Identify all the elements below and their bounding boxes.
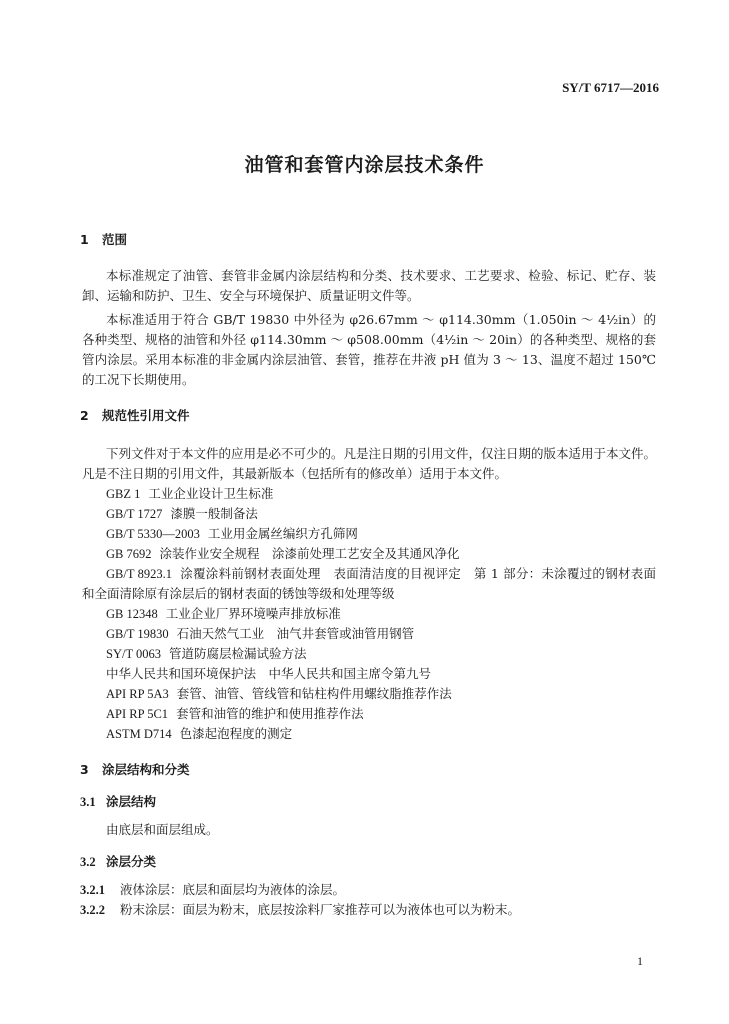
clause-item	[80, 880, 345, 900]
page-number: 1	[637, 954, 643, 968]
reference-code: GB 7692	[106, 547, 152, 561]
section-number: 3	[80, 762, 89, 777]
section-2-heading	[80, 406, 190, 424]
reference-code: GB/T 1727	[106, 507, 163, 521]
reference-code: GBZ 1	[106, 487, 141, 501]
reference-item	[106, 544, 460, 564]
reference-title: 色漆起泡程度的测定	[179, 726, 293, 741]
section-1-heading	[80, 230, 127, 248]
reference-item	[106, 724, 292, 744]
subsection-number: 3.2	[80, 855, 96, 869]
reference-code: GB/T 8923.1	[106, 567, 173, 581]
subsection-title: 涂层结构	[106, 794, 157, 809]
clause-text: 液体涂层：底层和面层均为液体的涂层。	[120, 882, 346, 897]
reference-code: GB/T 19830	[106, 627, 169, 641]
references-intro: 下列文件对于本文件的应用是必不可少的。凡是注日期的引用文件，仅注日期的版本适用于本文件。凡是不注日期的引用文件，其最新版本（包括所有的修改单）适用于本文件。	[82, 446, 657, 481]
reference-item	[106, 604, 341, 624]
clause-number: 3.2.1	[80, 883, 105, 897]
section-3-heading	[80, 760, 190, 778]
subsection-3-1-heading	[80, 792, 156, 810]
clause-text: 粉末涂层：面层为粉末，底层按涂料厂家推荐可以为液体也可以为粉末。	[120, 902, 521, 917]
reference-code: GB 12348	[106, 607, 158, 621]
reference-title: 漆膜一般制备法	[170, 506, 258, 521]
reference-item	[106, 524, 358, 544]
subsection-title: 涂层分类	[106, 854, 157, 869]
reference-title: 石油天然气工业 油气井套管或油管用钢管	[176, 626, 415, 641]
reference-title: 涂装作业安全规程 涂漆前处理工艺安全及其通风净化	[159, 546, 460, 561]
reference-code: GB/T 5330—2003	[106, 527, 200, 541]
reference-title: 套管和油管的维护和使用推荐作法	[176, 706, 364, 721]
standard-code: SY/T 6717—2016	[562, 80, 659, 95]
reference-item	[106, 624, 414, 644]
section-title: 范围	[102, 232, 128, 247]
coating-structure-text: 由底层和面层组成。	[106, 822, 219, 837]
reference-item	[106, 484, 273, 504]
document-title: 油管和套管内涂层技术条件	[244, 154, 485, 176]
reference-item	[106, 684, 452, 704]
scope-paragraph-2: 本标准适用于符合 GB/T 19830 中外径为 φ26.67mm ～ φ114.30mm（1.050in ～ 4½in）的各种类型、规格的油管和外径 φ114.30mm ～ φ508.00mm（4½in ～ 20in）的各种类型、规格的套管内涂层。采用本标准的非金属内涂层油管、套管，推荐在井液 pH 值为 3 ～ 13、温度不超过 150℃的工况下长期使用。	[82, 312, 656, 387]
scope-paragraph-1: 本标准规定了油管、套管非金属内涂层结构和分类、技术要求、工艺要求、检验、标记、贮存、装卸、运输和防护、卫生、安全与环境保护、质量证明文件等。	[82, 268, 656, 303]
clause-item	[80, 900, 520, 920]
reference-code: API RP 5C1	[106, 707, 169, 721]
reference-title: 套管、油管、管线管和钻柱构件用螺纹脂推荐作法	[176, 686, 452, 701]
reference-code: SY/T 0063	[106, 647, 161, 661]
section-title: 规范性引用文件	[102, 408, 190, 423]
reference-title: 管道防腐层检漏试验方法	[169, 646, 307, 661]
reference-code: ASTM D714	[106, 727, 172, 741]
reference-item	[106, 704, 364, 724]
reference-title: 工业企业厂界环境噪声排放标准	[165, 606, 341, 621]
clause-number: 3.2.2	[80, 903, 105, 917]
reference-code: API RP 5A3	[106, 687, 169, 701]
section-number: 1	[80, 232, 89, 247]
reference-item	[106, 504, 258, 524]
subsection-3-2-heading	[80, 852, 156, 870]
reference-title: 工业用金属丝编织方孔筛网	[207, 526, 358, 541]
reference-title: 涂覆涂料前钢材表面处理 表面清洁度的目视评定 第 1 部分：未涂覆过的钢材表面和全面清除原有涂层后的钢材表面的锈蚀等级和处理等级	[82, 566, 656, 601]
section-number: 2	[80, 408, 89, 423]
reference-title: 中华人民共和国环境保护法 中华人民共和国主席令第九号	[106, 666, 432, 681]
reference-item	[82, 564, 656, 604]
reference-item	[106, 644, 307, 664]
reference-title: 工业企业设计卫生标准	[148, 486, 274, 501]
subsection-number: 3.1	[80, 795, 96, 809]
section-title: 涂层结构和分类	[102, 762, 190, 777]
reference-item	[106, 664, 431, 684]
